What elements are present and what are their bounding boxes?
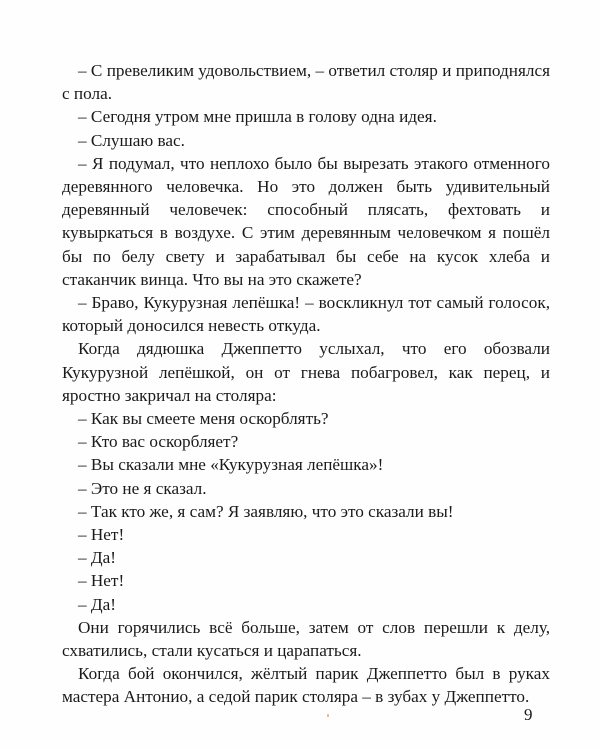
paragraph: – С превеликим удовольствием, – ответил столяр и приподнялся с пола. xyxy=(62,61,550,104)
paragraph: – Кто вас оскорбляет? xyxy=(78,432,239,452)
paragraph: – Браво, Кукурузная лепёшка! – воскликнул тот самый голосок, который доносился невесть откуда. xyxy=(62,293,550,336)
paragraph: Когда бой окончился, жёлтый парик Джеппетто был в руках мастера Антонио, а седой парик столяра – в зубах у Джеппетто. xyxy=(62,664,550,707)
paragraph: – Вы сказали мне «Кукурузная лепёшка»! xyxy=(78,455,384,475)
paragraph: – Да! xyxy=(78,594,116,614)
paragraph: – Так кто же, я сам? Я заявляю, что это сказали вы! xyxy=(78,501,454,521)
paragraph: – Как вы смеете меня оскорблять? xyxy=(78,409,329,429)
paragraph: – Это не я сказал. xyxy=(78,478,207,498)
paragraph: – Нет! xyxy=(78,525,125,545)
paragraph: Они горячились всё больше, затем от слов перешли к делу, схватились, стали кусаться и царапаться. xyxy=(62,617,550,661)
paragraph: – Нет! xyxy=(78,571,125,591)
paragraph: – Сегодня утром мне пришла в голову одна идея. xyxy=(78,107,437,127)
paragraph: – Я подумал, что неплохо было бы вырезать этакого отменного деревянного человечка. Но это должен быть удивительный деревянный человечек: способный плясать, фехтовать и кувыркаться в воздухе. С этим деревянным человечком я пошёл бы по белу свету и зарабатывал бы себе на кусок хлеба и стаканчик винца. Что вы на это скажете? xyxy=(62,153,550,289)
paragraph: – Слушаю вас. xyxy=(78,130,185,150)
paragraph: Когда дядюшка Джеппетто услыхал, что его обозвали Кукурузной лепёшкой, он от гнева побагровел, как перец, и яростно закричал на столяра: xyxy=(62,339,550,405)
body-text xyxy=(62,59,550,709)
page-number: 9 xyxy=(524,705,533,724)
paragraph: – Да! xyxy=(78,548,116,568)
paper-speck xyxy=(327,714,329,717)
